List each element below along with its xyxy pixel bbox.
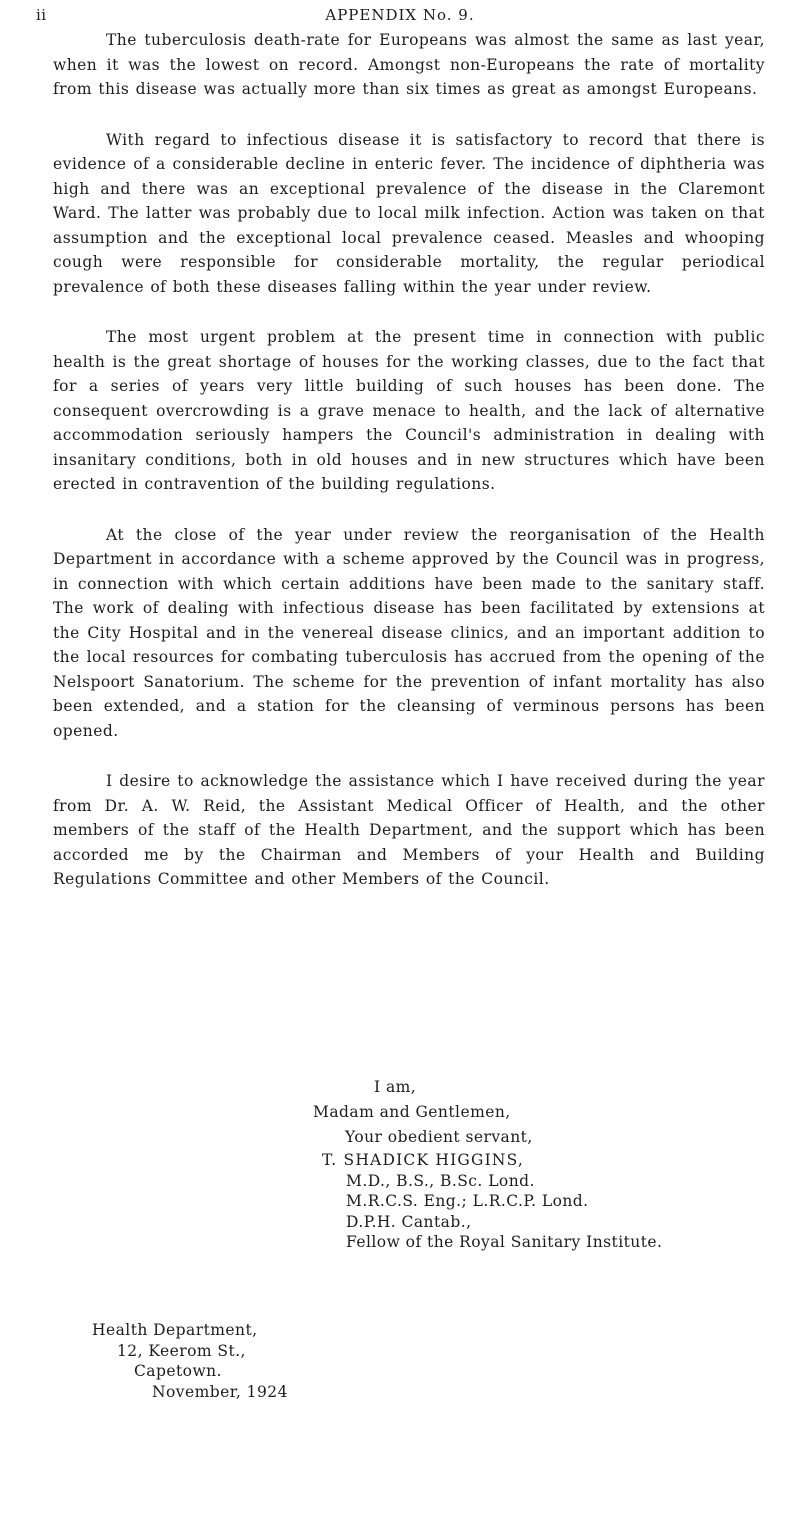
address-line: Capetown.: [134, 1362, 222, 1380]
report-body: [53, 28, 765, 918]
qualification-line: D.P.H. Cantab.,: [346, 1212, 472, 1231]
letter-date: November, 1924: [152, 1382, 288, 1401]
address-line: 12, Keerom St.,: [117, 1341, 246, 1360]
paragraph-tuberculosis: The tuberculosis death-rate for Europeans was almost the same as last year, when it was the lowest on record. Amongst non-Europeans the rate of mortality from this disease was actually more than six times as great as amongst Europeans.: [53, 31, 765, 98]
page-number: ii: [36, 6, 47, 24]
sender-address: [92, 1320, 288, 1402]
qualification-line: Fellow of the Royal Sanitary Institute.: [346, 1233, 663, 1251]
running-title: APPENDIX No. 9.: [325, 6, 475, 24]
closing-salutation: Madam and Gentlemen,: [313, 1103, 511, 1121]
address-line: Health Department,: [92, 1321, 258, 1339]
closing-i-am: I am,: [374, 1078, 417, 1096]
paragraph-acknowledgements: I desire to acknowledge the assistance which I have received during the year from Dr. A. W. Reid, the Assistant Medical Officer of Health, and the other members of the staff of the Health Department, and the support which has been accorded me by the Chairman and Members of your Health and Building Regulations Committee and other Members of the Council.: [53, 772, 765, 888]
signatory-name: T. SHADICK HIGGINS,: [322, 1151, 525, 1169]
paragraph-reorganisation: At the close of the year under review the reorganisation of the Health Department in accordance with a scheme approved by the Council was in progress, in connection with which certain additions have been made to the sanitary staff. The work of dealing with infectious disease has been facilitated by extensions at the City Hospital and in the venereal disease clinics, and an important addition to the local resources for combating tuberculosis has accrued from the opening of the Nelspoort Sanatorium. The scheme for the prevention of infant mortality has also been extended, and a station for the cleansing of verminous persons has been opened.: [53, 525, 765, 740]
page-header: [0, 6, 800, 28]
closing-obedient-servant: Your obedient servant,: [345, 1128, 533, 1146]
qualification-line: M.D., B.S., B.Sc. Lond.: [346, 1171, 535, 1190]
qualification-line: M.R.C.S. Eng.; L.R.C.P. Lond.: [346, 1192, 589, 1210]
paragraph-infectious-disease: With regard to infectious disease it is satisfactory to record that there is evidence of a considerable decline in enteric fever. The incidence of diphtheria was high and there was an exceptional prevalence of the disease in the Claremont Ward. The latter was probably due to local milk infection. Action was taken on that assumption and the exceptional local prevalence ceased. Measles and whooping cough were responsible for considerable mortality, the regular periodical prevalence of both these diseases falling within the year under review.: [53, 130, 765, 296]
signature-block: [322, 1150, 782, 1253]
paragraph-housing-shortage: The most urgent problem at the present time in connection with public health is the great shortage of houses for the working classes, due to the fact that for a series of years very little building of such houses has been done. The consequent overcrowding is a grave menace to health, and the lack of alternative accommodation seriously hampers the Council's administration in dealing with insanitary conditions, both in old houses and in new structures which have been erected in contravention of the building regulations.: [53, 328, 765, 493]
